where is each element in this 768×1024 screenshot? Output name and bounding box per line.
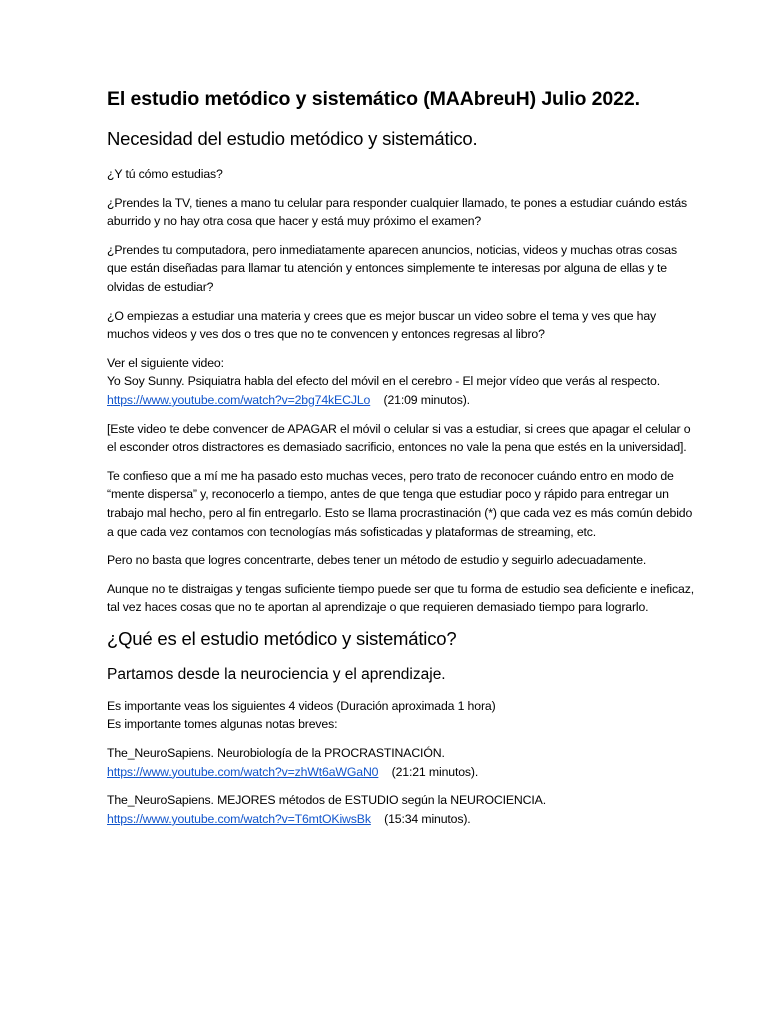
video-duration: (21:21 minutos). [391,764,479,779]
paragraph: ¿Prendes tu computadora, pero inmediatamente aparecen anuncios, noticias, videos y muchas otras cosas que están diseñadas para llamar tu atención y entonces simplemente te interesas por alguna de ellas y te olvidas de estudiar? [107,242,677,294]
document-title: El estudio metódico y sistemático (MAAbreuH) Julio 2022. [107,88,640,110]
video-link[interactable]: https://www.youtube.com/watch?v=zhWt6aWGaN0 [107,764,379,779]
paragraph: Te confieso que a mí me ha pasado esto muchas veces, pero trato de reconocer cuándo entro en modo de “mente dispersa” y, reconocerlo a tiempo, antes de que tenga que estudiar poco y rápido para entregar un trabajo mal hecho, pero al fin entregarlo. Esto se llama procrastinación (*) que cada vez es más común debido a que cada vez contamos con tecnologías más sofisticadas y plataformas de streaming, etc. [107,468,693,539]
video-duration: (21:09 minutos). [383,392,470,407]
paragraph: ¿Prendes la TV, tienes a mano tu celular para responder cualquier llamado, te pones a estudiar cuándo estás aburrido y no hay otra cosa que hacer y está muy próximo el examen? [107,195,688,229]
video-text: Yo Soy Sunny. Psiquiatra habla del efecto del móvil en el cerebro - El mejor vídeo que verás al respecto. [107,374,660,389]
video-item-1 [107,744,698,781]
paragraph: Pero no basta que logres concentrarte, debes tener un método de estudio y seguirlo adecuadamente. [107,553,647,568]
video-intro: Ver el siguiente video: [107,355,224,370]
subheading-neurociencia: Partamos desde la neurociencia y el aprendizaje. [107,665,446,683]
video-item-2 [107,791,698,828]
video-link[interactable]: https://www.youtube.com/watch?v=T6mtOKiwsBk [107,811,371,826]
video-title: The_NeuroSapiens. Neurobiología de la PROCRASTINACIÓN. [107,746,445,761]
instructions [107,697,698,734]
video-link[interactable]: https://www.youtube.com/watch?v=2bg74kECJLo [107,392,371,407]
video-reference [107,354,698,410]
instructions-line-2: Es importante tomes algunas notas breves: [107,717,338,732]
section-heading-necesidad: Necesidad del estudio metódico y sistemático. [107,128,478,149]
paragraph: [Este video te debe convencer de APAGAR el móvil o celular si vas a estudiar, si crees que apagar el celular o el esconder otros distractores es demasiado sacrificio, entonces no vale la pena que estés en la universidad]. [107,421,691,455]
video-duration: (15:34 minutos). [384,811,471,826]
section-heading-que-es: ¿Qué es el estudio metódico y sistemático? [107,627,457,649]
paragraph: Aunque no te distraigas y tengas suficiente tiempo puede ser que tu forma de estudio sea deficiente e ineficaz, tal vez haces cosas que no te aportan al aprendizaje o que requieren demasiado tiempo para lograrlo. [107,581,694,615]
paragraph: ¿O empiezas a estudiar una materia y crees que es mejor buscar un video sobre el tema y ves que hay muchos videos y ves dos o tres que no te convencen y entonces regresas al libro? [107,308,657,342]
video-title: The_NeuroSapiens. MEJORES métodos de ESTUDIO según la NEUROCIENCIA. [107,793,546,808]
instructions-line-1: Es importante veas los siguientes 4 videos (Duración aproximada 1 hora) [107,698,496,713]
paragraph: ¿Y tú cómo estudias? [107,167,223,181]
